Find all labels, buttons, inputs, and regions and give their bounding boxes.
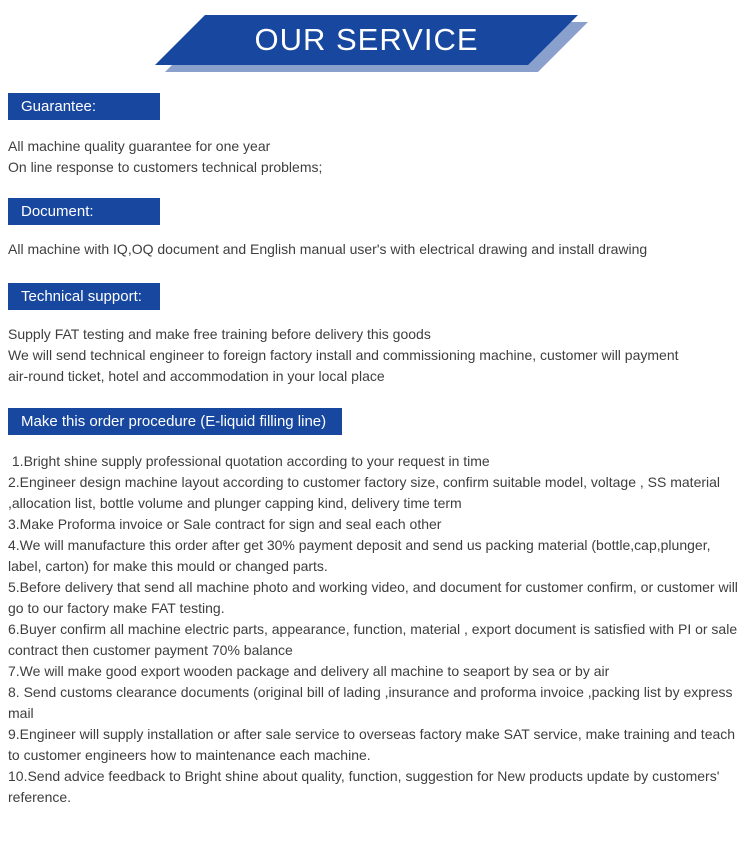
section-heading-guarantee: Guarantee:	[8, 93, 160, 120]
text-line: 2.Engineer design machine layout according to customer factory size, confirm suitable model, voltage , SS material	[8, 474, 721, 490]
text-line: All machine with IQ,OQ document and English manual user's with electrical drawing and install drawing	[8, 241, 648, 257]
text-line: 8. Send customs clearance documents (original bill of lading ,insurance and proforma invoice ,packing list by express	[8, 684, 733, 700]
text-line: 1.Bright shine supply professional quotation according to your request in time	[8, 453, 490, 469]
section-body-document	[8, 239, 750, 260]
text-line: 10.Send advice feedback to Bright shine about quality, function, suggestion for New products update by customers'	[8, 768, 720, 784]
page-title: OUR SERVICE	[254, 22, 479, 57]
text-line: Supply FAT testing and make free training before delivery this goods	[8, 326, 431, 342]
section-body-technical-support	[8, 324, 750, 387]
text-line: mail	[8, 705, 34, 721]
text-line: 7.We will make good export wooden package and delivery all machine to seaport by sea or by air	[8, 663, 610, 679]
section-body-order-procedure	[8, 451, 750, 808]
section-heading-document: Document:	[8, 198, 160, 225]
text-line: 9.Engineer will supply installation or after sale service to overseas factory make SAT service, make training and teach	[8, 726, 736, 742]
text-line: to customer engineers how to maintenance each machine.	[8, 747, 371, 763]
section-heading-technical-support: Technical support:	[8, 283, 160, 310]
text-line: 5.Before delivery that send all machine photo and working video, and document for customer confirm, or customer will	[8, 579, 738, 595]
text-line: ,allocation list, bottle volume and plunger capping kind, delivery time term	[8, 495, 462, 511]
section-body-guarantee	[8, 136, 750, 178]
text-line: On line response to customers technical problems;	[8, 159, 323, 175]
text-line: air-round ticket, hotel and accommodation in your local place	[8, 368, 385, 384]
text-line: go to our factory make FAT testing.	[8, 600, 225, 616]
text-line: We will send technical engineer to foreign factory install and commissioning machine, customer will payment	[8, 347, 679, 363]
text-line: All machine quality guarantee for one year	[8, 138, 271, 154]
text-line: 6.Buyer confirm all machine electric parts, appearance, function, material , export document is satisfied with PI or sale	[8, 621, 738, 637]
text-line: label, carton) for make this mould or changed parts.	[8, 558, 328, 574]
text-line: reference.	[8, 789, 72, 805]
text-line: contract then customer payment 70% balance	[8, 642, 293, 658]
text-line: 4.We will manufacture this order after get 30% payment deposit and send us packing material (bottle,cap,plunger,	[8, 537, 711, 553]
section-heading-order-procedure: Make this order procedure (E-liquid filling line)	[8, 408, 342, 435]
text-line: 3.Make Proforma invoice or Sale contract for sign and seal each other	[8, 516, 442, 532]
